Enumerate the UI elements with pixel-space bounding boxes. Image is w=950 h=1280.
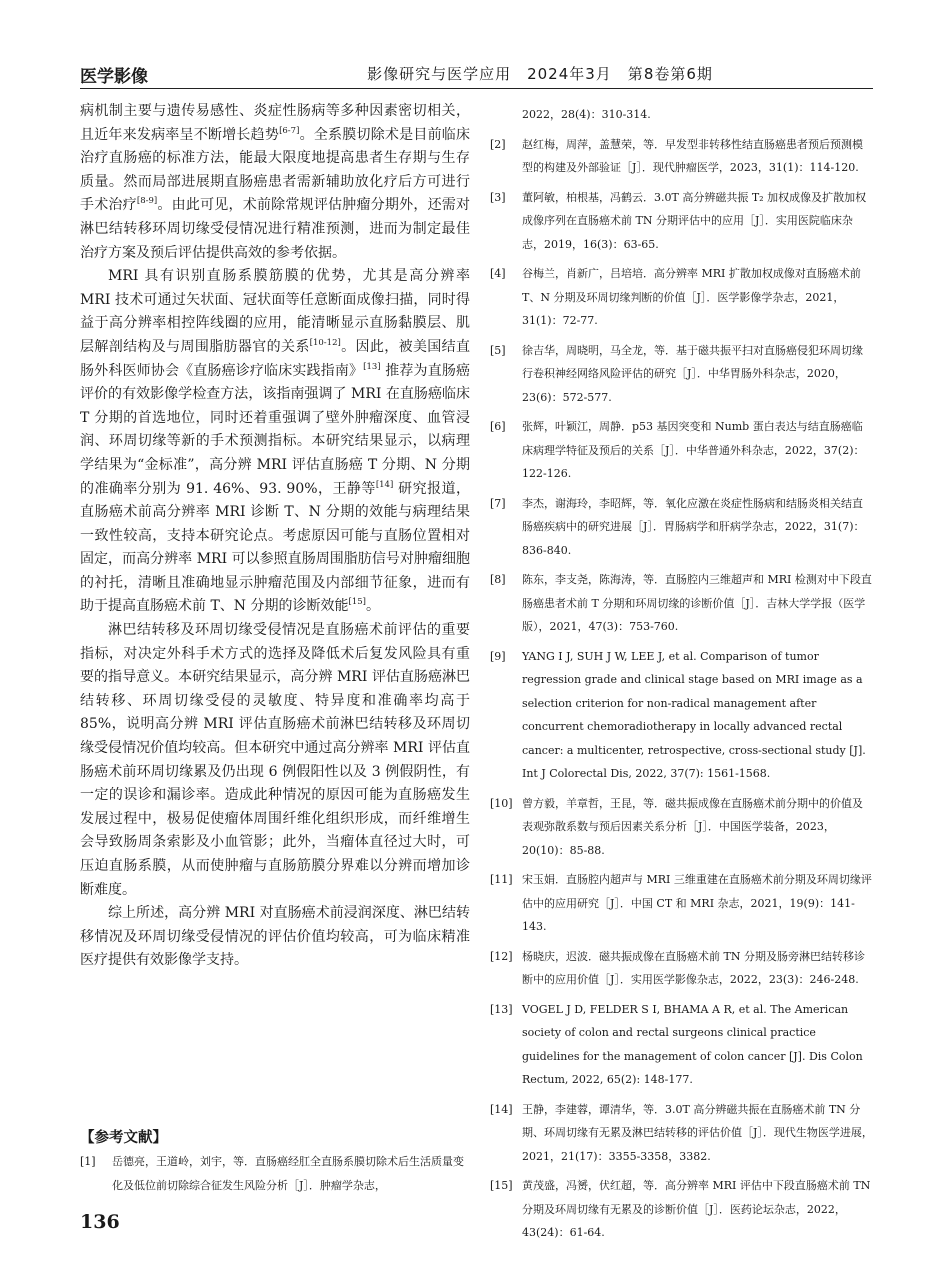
body-paragraph: 淋巴结转移及环周切缘受侵情况是直肠癌术前评估的重要指标，对决定外科手术方式的选择及降低术后复发风险具有重要的指导意义。本研究结果显示，高分辨 MRI 评估直肠癌淋巴结转移、环周切缘受侵的灵敏度、特异度和准确率均高于 85%，说明高分辨 MRI 评估直肠癌术前淋巴结转移及环周切缘受侵情况价值均较高。但本研究中通过高分辨率 MRI 评估直肠癌术前环周切缘累及仍出现 6 例假阳性以及 3 例假阴性，有一定的误诊和漏诊率。造成此种情况的原因可能为直肠癌发生发展过程中，极易促使瘤体周围纤维化组织形成，而纤维增生会导致肠周条索影及小血管影；此外，当瘤体直径过大时，可压迫直肠系膜，从而使肿瘤与直肠筋膜分界难以分辨而增加诊断难度。	[80, 622, 470, 898]
reference-item: [5] 徐吉华，周晓明，马全龙，等．基于磁共振平扫对直肠癌侵犯环周切缘行卷积神经网络风险评估的研究［J］．中华胃肠外科杂志，2020，23(6)：572-577.	[490, 343, 863, 404]
reference-item: [8] 陈东，李支尧，陈海涛，等．直肠腔内三维超声和 MRI 检测对中下段直肠癌患者术前 T 分期和环周切缘的诊断价值［J］．吉林大学学报（医学版），2021，47(3)：753-760.	[490, 573, 872, 633]
reference-item: [2] 赵红梅，周萍，盖慧荣，等．早发型非转移性结直肠癌患者预后预测模型的构建及外部验证［J］．现代肿瘤医学，2023，31(1)：114-120.	[490, 137, 863, 174]
reference-item: [7] 李杰，谢海玲，李昭辉，等．氧化应激在炎症性肠病和结肠炎相关结直肠癌疾病中的研究进展［J］．胃肠病学和肝病学杂志，2022，31(7)：836-840.	[490, 496, 865, 557]
page-number: 136	[80, 1211, 120, 1233]
reference-list-left	[80, 1150, 472, 1197]
header-rule	[80, 88, 873, 89]
journal-issue-header: 影像研究与医学应用 2024年3月 第8卷第6期	[367, 65, 713, 83]
reference-item: [4] 谷梅兰，肖新广，吕培培．高分辨率 MRI 扩散加权成像对直肠癌术前 T、N 分期及环周切缘判断的价值［J］．医学影像学杂志，2021，31(1)：72-77.	[490, 267, 861, 327]
reference-item: [15] 黄茂盛，冯赟，伏红超，等．高分辨率 MRI 评估中下段直肠癌术前 TN 分期及环周切缘有无累及的诊断价值［J］．医药论坛杂志，2022，43(24)：61-64.	[490, 1179, 871, 1239]
body-paragraph: 病机制主要与遗传易感性、炎症性肠病等多种因素密切相关，且近年来发病率呈不断增长趋势[6-7]。全系膜切除术是目前临床治疗直肠癌的标准方法，能最大限度地提高患者生存期与生存质量。然而局部进展期直肠癌患者需新辅助放化疗后方可进行手术治疗[8-9]。由此可见，术前除常规评估肿瘤分期外，还需对淋巴结转移环周切缘受侵情况进行精准预测，进而为制定最佳治疗方案及预后评估提供高效的参考依据。	[80, 103, 471, 261]
reference-item: [13] VOGEL J D, FELDER S I, BHAMA A R, et al. The American society of colon and rectal surgeons clinical practice guidelines for the management of colon cancer [J]. Dis Colon Rectum, 2022, 65(2): 148-177.	[490, 1002, 863, 1086]
journal-section-label: 医学影像	[80, 67, 148, 87]
reference-item: [11] 宋玉娟．直肠腔内超声与 MRI 三维重建在直肠癌术前分期及环周切缘评估中的应用研究［J］．中国 CT 和 MRI 杂志，2021，19(9)：141-143.	[490, 873, 872, 933]
reference-item: [6] 张辉，叶颖江，周静．p53 基因突变和 Numb 蛋白表达与结直肠癌临床病理学特征及预后的关系［J］．中华普通外科杂志，2022，37(2)：122-126.	[490, 420, 865, 480]
reference-item: [3] 董阿敏，柏根基，冯鹤云．3.0T 高分辨磁共振 T₂ 加权成像及扩散加权成像序列在直肠癌术前 TN 分期评估中的应用［J］．实用医院临床杂志，2019，16(3)：63-65.	[490, 190, 867, 251]
reference-item: [12] 杨晓庆，迟波．磁共振成像在直肠癌术前 TN 分期及肠旁淋巴结转移诊断中的应用价值［J］．实用医学影像杂志，2022，23(3)：246-248.	[490, 949, 865, 986]
reference-item: [9] YANG I J, SUH J W, LEE J, et al. Comparison of tumor regression grade and clinical stage based on MRI image as a selection criterion for non-radical management after concurrent chemoradiotherapy in locally advanced rectal cancer: a multicenter, retrospective, cross-sectional study [J]. Int J Colorectal Dis, 2022, 37(7): 1561-1568.	[490, 649, 866, 780]
reference-item-continuation: 2022，28(4)：310-314.	[522, 108, 651, 121]
body-text-column	[80, 100, 470, 973]
body-paragraph: MRI 具有识别直肠系膜筋膜的优势，尤其是高分辨率 MRI 技术可通过矢状面、冠状面等任意断面成像扫描，同时得益于高分辨率相控阵线圈的应用，能清晰显示直肠黏膜层、肌层解剖结构及与周围脂肪器官的关系[10-12]。因此，被美国结直肠外科医师协会《直肠癌诊疗临床实践指南》[13] 推荐为直肠癌评价的有效影像学检查方法，该指南强调了 MRI 在直肠癌临床 T 分期的首选地位，同时还着重强调了壁外肿瘤深度、血管浸润、环周切缘等新的手术预测指标。本研究结果显示，以病理学结果为“金标准”，高分辨 MRI 评估直肠癌 T 分期、N 分期的准确率分别为 91. 46%、93. 90%，王静等[14] 研究报道，直肠癌术前高分辨率 MRI 诊断 T、N 分期的效能与病理结果一致性较高，支持本研究论点。考虑原因可能与直肠位置相对固定，而高分辨率 MRI 可以参照直肠周围脂肪信号对肿瘤细胞的衬托，清晰且准确地显示肿瘤范围及内部细节征象，进而有助于提高直肠癌术前 T、N 分期的诊断效能[15]。	[80, 268, 471, 615]
references-heading: 【参考文献】	[80, 1130, 167, 1146]
body-paragraph: 综上所述，高分辨 MRI 对直肠癌术前浸润深度、淋巴结转移情况及环周切缘受侵情况的评估价值均较高，可为临床精准医疗提供有效影像学支持。	[80, 905, 470, 969]
reference-item: [1] 岳德亮，王道岭，刘宇，等．直肠癌经肛全直肠系膜切除术后生活质量变化及低位前切除综合征发生风险分析［J］．肿瘤学杂志，	[80, 1155, 464, 1192]
reference-item: [14] 王静，李建蓉，谭清华，等．3.0T 高分辨磁共振在直肠癌术前 TN 分期、环周切缘有无累及淋巴结转移的评估价值［J］．现代生物医学进展，2021，21(17)：3355-3358，3382.	[490, 1102, 873, 1163]
reference-list-right	[490, 103, 873, 1245]
reference-item: [10] 曾方毅，羊章哲，王昆，等．磁共振成像在直肠癌术前分期中的价值及表观弥散系数与预后因素关系分析［J］．中国医学装备，2023，20(10)：85-88.	[490, 796, 863, 857]
